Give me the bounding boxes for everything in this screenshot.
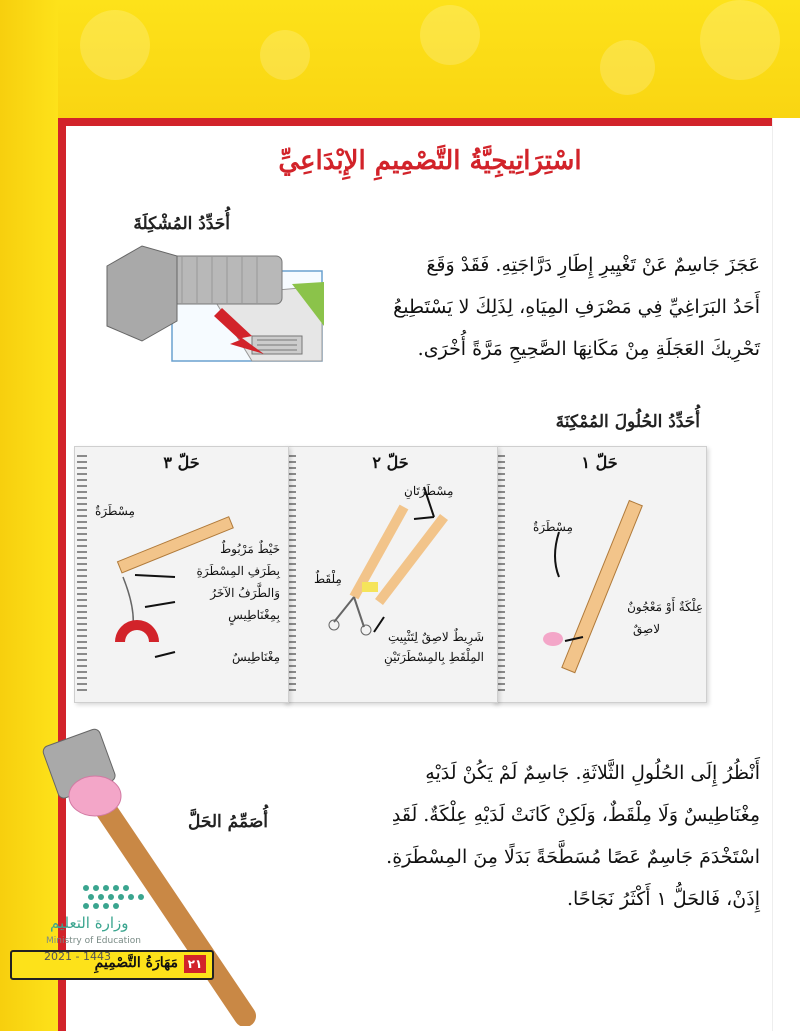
footer-text: مَهَارَةُ التَّصْمِيمِ [94, 955, 178, 971]
paragraph-line: اسْتَخْدَمَ جَاسِمٌ عَصًا مُسَطَّحَةً بَدَلًا مِنَ المِسْطَرَةِ. [386, 846, 760, 868]
notebook-solution-1 [492, 446, 707, 703]
annotation-ruler: مِسْطَرَةٌ [95, 504, 135, 518]
decor-circle [600, 40, 655, 95]
red-frame-top [58, 118, 772, 126]
notebook-title: حَلّ ٣ [163, 453, 200, 472]
paragraph-line: مِغْنَاطِيسٌ وَلَا مِلْقَطٌ، وَلَكِنْ كَانَتْ لَدَيْهِ عِلْكَةٌ. لَقَدِ [391, 804, 760, 826]
annotation-string-2: بِطَرَفِ المِسْطَرَةِ [196, 564, 280, 578]
annotation-tweezers: مِلْقَطٌ [314, 572, 342, 586]
paragraph-line: عَجَزَ جَاسِمٌ عَنْ تَغْيِيرِ إِطَارِ دَرَّاجَتِهِ. فَقَدْ وَقَعَ [426, 254, 760, 276]
edition-year: 2021 - 1443 [44, 950, 111, 963]
annotation-tape: شَرِيطٌ لاصِقٌ لِتَثْبِيتِ [388, 630, 484, 644]
bolt-drain-illustration [92, 236, 332, 366]
ministry-english: Ministry of Education [46, 936, 141, 946]
notebook-title: حَلّ ٢ [372, 453, 409, 472]
design-paragraph [270, 752, 760, 920]
design-solution-label: أُصَمِّمُ الحَلَّ [188, 812, 268, 832]
ministry-arabic: وزارة التعليم [50, 914, 129, 932]
annotation-string: خَيْطٌ مَرْبُوطٌ [220, 542, 280, 556]
ministry-logo [40, 878, 190, 948]
annotation-magnet: مِغْنَاطِيسٌ [232, 650, 280, 664]
paragraph-line: أَنْظُرُ إِلَى الحُلُولِ الثَّلاثَةِ. جَاسِمٌ لَمْ يَكُنْ لَدَيْهِ [425, 762, 760, 784]
possible-solutions-label: أُحَدِّدُ الحُلُولَ المُمْكِنَةَ [555, 412, 700, 432]
annotation-ruler: مِسْطَرَةٌ [533, 520, 573, 534]
decor-circle [700, 0, 780, 80]
problem-paragraph [340, 244, 760, 370]
page-number: ٢١ [184, 955, 206, 973]
paragraph-line: أَحَدُ البَرَاغِيِّ فِي مَصْرَفِ المِيَاهِ، لِذَلِكَ لا يَسْتَطِيعُ [393, 296, 760, 318]
page-title: اسْتِرَاتِيجِيَّةُ التَّصْمِيمِ الإِبْدَاعِيِّ [278, 146, 582, 176]
paragraph-line: إِذَنْ، فَالحَلُّ ١ أَكْثَرُ نَجَاحًا. [567, 888, 760, 910]
page-footer [10, 950, 214, 980]
annotation-gum: عِلْكَةٌ أَوْ مَعْجُونٌ [627, 600, 703, 614]
ruler-gum-drawing [493, 447, 706, 702]
annotation-string-3: وَالطَّرَفُ الآخَرُ [210, 586, 280, 600]
ministry-dots-icon [80, 882, 180, 912]
page-right-edge [772, 118, 800, 1031]
annotation-adhesive: لاصِقٌ [633, 622, 661, 636]
notebook-title: حَلّ ١ [581, 453, 618, 472]
decor-circle [80, 10, 150, 80]
notebook-solution-2 [283, 446, 498, 703]
annotation-two-rulers: مِسْطَرَتَانِ [404, 484, 454, 498]
annotation-string-4: بِمِغْنَاطِيسٍ [228, 608, 280, 622]
top-yellow-band [0, 0, 800, 118]
decor-circle [260, 30, 310, 80]
bolt-hammer-illustration [30, 726, 270, 1026]
notebook-solution-3 [74, 446, 289, 703]
paragraph-line: تَحْرِيكَ العَجَلَةِ مِنْ مَكَانِهَا الصَّحِيحِ مَرَّةً أُخْرَى. [417, 338, 760, 360]
annotation-tape-2: المِلْقَطِ بِالمِسْطَرَتَيْنِ [383, 650, 484, 664]
decor-circle [420, 5, 480, 65]
identify-problem-label: أُحَدِّدُ المُشْكِلَةَ [133, 214, 230, 234]
